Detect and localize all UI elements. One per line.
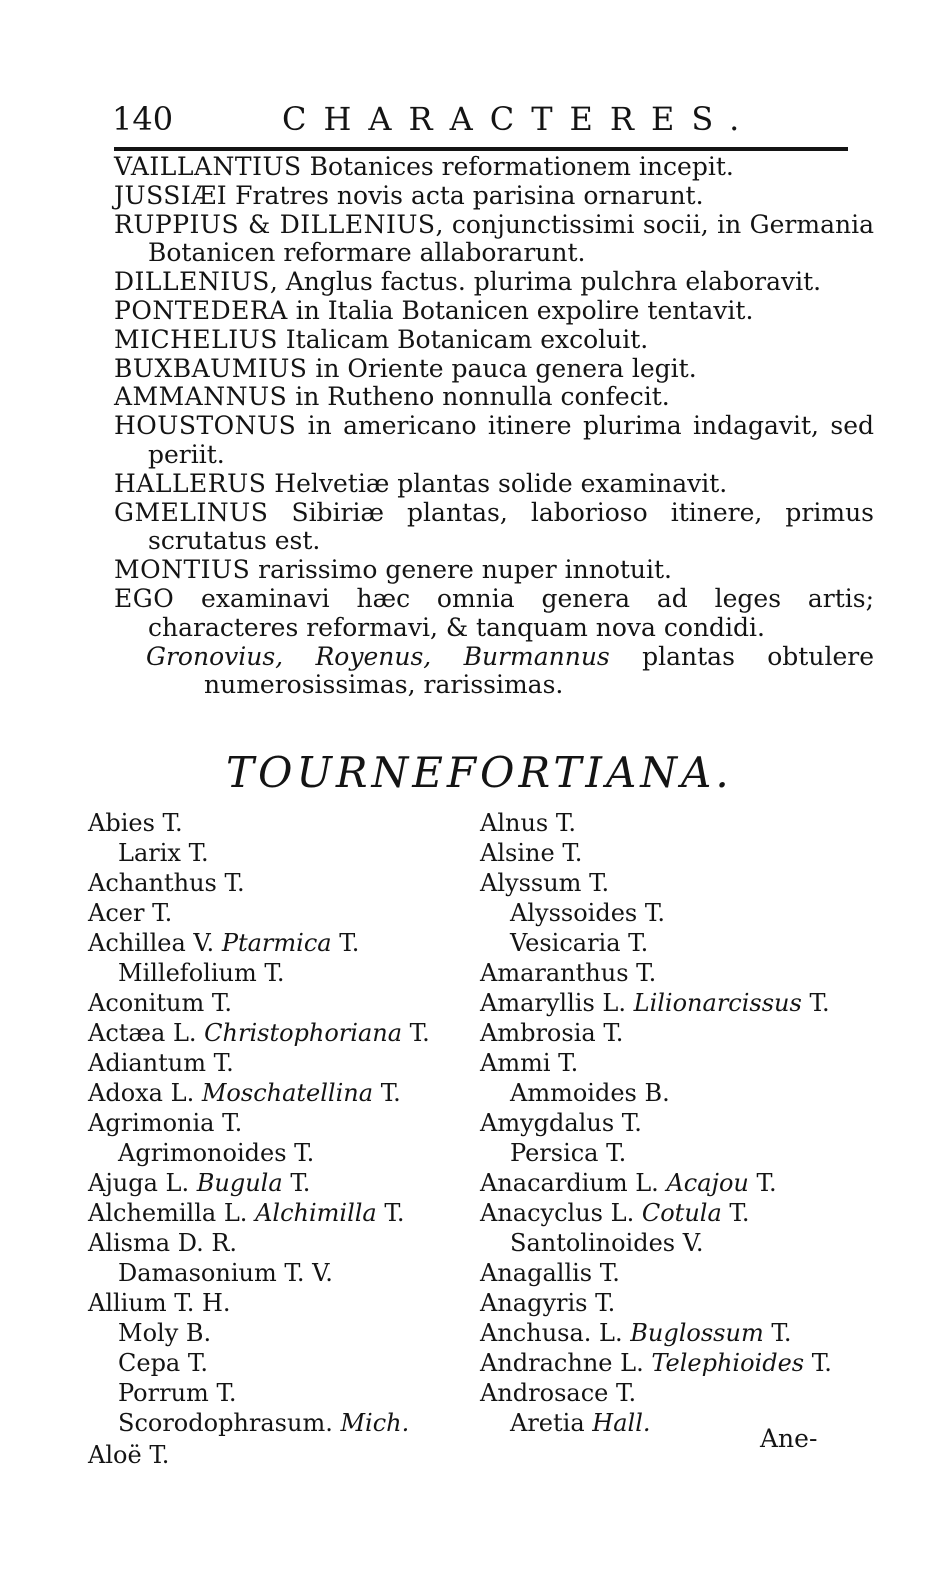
intro-paragraph-text: Fratres novis acta parisina ornarunt. (235, 180, 704, 210)
genus-synonym: Ptarmica (221, 929, 332, 957)
genus-name: Anacardium (480, 1169, 628, 1197)
genus-entry (480, 1258, 880, 1288)
genus-entry (88, 988, 508, 1018)
botanist-name: VAILLANTIUS (114, 152, 302, 181)
genus-authority: T. (149, 1441, 170, 1469)
genus-name: Allium (88, 1289, 167, 1317)
intro-paragraph (114, 326, 874, 355)
botanist-name: EGO (114, 583, 175, 613)
genus-authority: D. R. (177, 1229, 238, 1257)
intro-paragraph-text: Sibiriæ plantas, laborioso itinere, primus scrutatus est. (148, 497, 874, 556)
intro-paragraph (114, 412, 874, 470)
genus-authority: T. (603, 1019, 624, 1047)
intro-paragraph (114, 556, 874, 585)
genus-name: Porrum (118, 1379, 209, 1407)
genus-entry (88, 838, 508, 868)
genus-authority: L. (172, 1019, 197, 1047)
genus-authority: T. (636, 959, 657, 987)
intro-paragraph-text: in americano itinere plurima indagavit, sed periit. (148, 411, 875, 469)
botanist-name: BUXBAUMIUS (114, 353, 308, 383)
genus-name: Anacyclus (480, 1199, 603, 1227)
genus-name: Agrimonoides (118, 1139, 287, 1167)
genus-entry (480, 1108, 880, 1138)
genus-list-right (480, 808, 880, 1438)
genus-authority: T. H. (174, 1289, 231, 1317)
section-heading: TOURNEFORTIANA. (226, 748, 733, 797)
genus-authority: L. (223, 1199, 248, 1227)
genus-entry (480, 898, 880, 928)
genus-name: Aretia (510, 1409, 585, 1437)
genus-entry (88, 928, 508, 958)
intro-paragraph-text: in Rutheno nonnulla confecit. (295, 382, 670, 412)
genus-authority: T. (264, 959, 285, 987)
intro-paragraph-text: in Oriente pauca genera legit. (315, 353, 697, 383)
intro-paragraph-text: Italicam Botanicam excoluit. (285, 324, 649, 354)
botanist-names: Gronovius, Royenus, Burmannus (146, 641, 610, 671)
genus-name: Alsine (480, 839, 555, 867)
genus-authority: T. (162, 809, 183, 837)
genus-entry (480, 1348, 880, 1378)
genus-entry (480, 1078, 880, 1108)
genus-name: Anagyris (480, 1289, 588, 1317)
genus-entry (88, 1108, 508, 1138)
intro-paragraph (114, 297, 874, 326)
genus-name: Damasonium (118, 1259, 277, 1287)
genus-authority: T. (615, 1379, 637, 1407)
genus-authority: T. (224, 869, 245, 897)
genus-name: Anchusa. (480, 1319, 592, 1347)
genus-authority: T. (294, 1139, 315, 1167)
intro-paragraph-text: , Anglus factus. plurima pulchra elaboravit. (269, 267, 822, 297)
intro-paragraph (114, 355, 874, 384)
genus-name: Adiantum (88, 1049, 206, 1077)
genus-authority: T. (644, 899, 665, 927)
genus-name: Alchemilla (88, 1199, 217, 1227)
intro-paragraph (114, 182, 874, 211)
botanist-name: RUPPIUS & DILLENIUS (114, 209, 436, 239)
genus-authority: T. (628, 929, 649, 957)
genus-authority: T. V. (284, 1259, 333, 1287)
genus-authority: B. (644, 1079, 670, 1107)
genus-name: Amaryllis (480, 989, 595, 1017)
page-number: 140 (112, 100, 174, 138)
genus-name: Alyssoides (510, 899, 638, 927)
genus-entry (480, 1168, 880, 1198)
genus-authority: T. (211, 989, 232, 1017)
genus-entry (480, 1378, 880, 1408)
botanist-name: PONTEDERA (114, 295, 288, 325)
genus-name: Larix (118, 839, 181, 867)
synonym-authority: T. (811, 1349, 832, 1377)
genus-name: Alnus (480, 809, 549, 837)
botanist-name: HOUSTONUS (114, 411, 297, 441)
genus-entry (480, 988, 880, 1018)
botanist-name: DILLENIUS (114, 267, 270, 297)
genus-name: Abies (88, 809, 155, 837)
genus-list-left (88, 808, 508, 1470)
genus-entry (88, 1228, 508, 1258)
botanist-name: GMELINUS (114, 497, 269, 527)
intro-paragraph-text: Helvetiæ plantas solide examinavit. (274, 468, 728, 498)
botanist-name: HALLERUS (114, 468, 267, 498)
intro-paragraph (114, 211, 874, 269)
intro-paragraph-text: , conjunctissimi socii, in Germania Botanicen reformare allaborarunt. (148, 209, 874, 268)
genus-entry (88, 1078, 508, 1108)
genus-synonym: Mich. (340, 1409, 410, 1437)
genus-authority: L. (635, 1169, 659, 1197)
genus-name: Amygdalus (480, 1109, 615, 1137)
genus-name: Aconitum (88, 989, 205, 1017)
genus-entry (480, 1048, 880, 1078)
catchword: Ane- (760, 1424, 818, 1453)
intro-paragraph-text: in Italia Botanicen expolire tentavit. (295, 295, 754, 325)
intro-paragraph (114, 383, 874, 412)
genus-synonym: Christophoriana (204, 1019, 403, 1047)
genus-name: Cepa (118, 1349, 181, 1377)
genus-entry (88, 1288, 508, 1318)
genus-name: Acer (88, 899, 145, 927)
genus-authority: L. (602, 989, 626, 1017)
genus-entry (88, 1138, 508, 1168)
intro-note-text: plantas obtulere numerosissimas, rarissimas. (204, 641, 874, 700)
synonym-authority: T. (809, 989, 830, 1017)
genus-entry (88, 808, 508, 838)
genus-authority: V. (193, 929, 215, 957)
genus-authority: T. (187, 1349, 208, 1377)
botanist-name: AMMANNUS (114, 382, 288, 412)
genus-synonym: Moschatellina (201, 1079, 374, 1107)
genus-name: Agrimonia (88, 1109, 215, 1137)
genus-synonym: Buglossum (630, 1319, 764, 1347)
genus-name: Amaranthus (480, 959, 629, 987)
genus-entry (88, 868, 508, 898)
genus-name: Santolinoides (510, 1229, 676, 1257)
genus-name: Actæa (88, 1019, 166, 1047)
genus-name: Ammi (480, 1049, 551, 1077)
genus-entry (480, 1288, 880, 1318)
intro-paragraph-text: rarissimo genere nuper innotuit. (258, 555, 673, 585)
genus-name: Achillea (88, 929, 186, 957)
genus-entry (88, 958, 508, 988)
genus-name: Aloë (88, 1441, 142, 1469)
genus-entry (480, 838, 880, 868)
genus-authority: T. (216, 1379, 237, 1407)
genus-authority: L. (165, 1169, 190, 1197)
synonym-authority: T. (409, 1019, 430, 1047)
genus-entry (480, 808, 880, 838)
genus-synonym: Bugula (196, 1169, 283, 1197)
genus-authority: T. (599, 1259, 620, 1287)
genus-name: Ammoides (510, 1079, 637, 1107)
running-title: CHARACTERES. (282, 100, 757, 138)
genus-entry (88, 1440, 508, 1470)
genus-synonym: Telephioides (651, 1349, 805, 1377)
genus-entry (88, 1018, 508, 1048)
genus-name: Persica (510, 1139, 599, 1167)
genus-synonym: Cotula (641, 1199, 722, 1227)
genus-synonym: Hall. (592, 1409, 651, 1437)
genus-entry (88, 1408, 508, 1438)
genus-authority: T. (595, 1289, 616, 1317)
genus-name: Anagallis (480, 1259, 593, 1287)
genus-name: Ambrosia (480, 1019, 596, 1047)
synonym-authority: T. (384, 1199, 405, 1227)
intro-paragraph (114, 153, 874, 182)
genus-synonym: Acajou (666, 1169, 749, 1197)
genus-authority: T. (555, 809, 576, 837)
intro-text (114, 153, 874, 700)
genus-authority: T. (606, 1139, 627, 1167)
genus-synonym: Lilionarcissus (633, 989, 802, 1017)
genus-name: Alisma (88, 1229, 171, 1257)
genus-authority: T. (558, 1049, 579, 1077)
genus-authority: T. (188, 839, 209, 867)
genus-authority: V. (682, 1229, 704, 1257)
synonym-authority: T. (729, 1199, 750, 1227)
genus-entry (88, 1048, 508, 1078)
genus-authority: L. (170, 1079, 195, 1107)
genus-entry (88, 1198, 508, 1228)
genus-entry (88, 1348, 508, 1378)
intro-note (114, 643, 874, 701)
genus-authority: L. (599, 1319, 623, 1347)
genus-entry (480, 1408, 880, 1438)
synonym-authority: T. (771, 1319, 792, 1347)
genus-name: Vesicaria (510, 929, 621, 957)
genus-authority: T. (562, 839, 583, 867)
genus-synonym: Alchimilla (255, 1199, 377, 1227)
synonym-authority: T. (380, 1079, 401, 1107)
genus-name: Adoxa (88, 1079, 163, 1107)
genus-name: Andrachne (480, 1349, 613, 1377)
genus-entry (88, 898, 508, 928)
genus-authority: L. (620, 1349, 644, 1377)
intro-paragraph (114, 499, 874, 557)
botanist-name: MICHELIUS (114, 324, 278, 354)
genus-entry (480, 1018, 880, 1048)
genus-entry (480, 1198, 880, 1228)
genus-name: Ajuga (88, 1169, 158, 1197)
synonym-authority: T. (339, 929, 360, 957)
genus-name: Androsace (480, 1379, 609, 1407)
genus-entry (480, 958, 880, 988)
genus-name: Millefolium (118, 959, 257, 987)
genus-authority: B. (185, 1319, 212, 1347)
genus-entry (88, 1378, 508, 1408)
intro-paragraph (114, 585, 874, 643)
intro-paragraph (114, 470, 874, 499)
botanist-name: MONTIUS (114, 555, 251, 585)
genus-name: Scorodophrasum. (118, 1409, 333, 1437)
genus-entry (88, 1168, 508, 1198)
genus-entry (480, 1228, 880, 1258)
genus-authority: T. (222, 1109, 243, 1137)
genus-authority: T. (621, 1109, 642, 1137)
genus-authority: T. (152, 899, 173, 927)
genus-entry (480, 928, 880, 958)
intro-paragraph-text: Botanices reformationem incepit. (309, 152, 734, 181)
genus-entry (480, 1138, 880, 1168)
genus-entry (88, 1318, 508, 1348)
genus-authority: T. (589, 869, 610, 897)
genus-name: Moly (118, 1319, 179, 1347)
synonym-authority: T. (756, 1169, 777, 1197)
synonym-authority: T. (290, 1169, 311, 1197)
genus-entry (480, 868, 880, 898)
genus-name: Alyssum (480, 869, 582, 897)
botanist-name: JUSSIÆI (114, 180, 228, 210)
intro-paragraph-text: examinavi hæc omnia genera ad leges artis; characteres reformavi, & tanquam nova condidi. (148, 583, 874, 642)
genus-entry (88, 1258, 508, 1288)
genus-authority: L. (610, 1199, 635, 1227)
genus-entry (480, 1318, 880, 1348)
genus-name: Achanthus (88, 869, 217, 897)
intro-paragraph (114, 268, 874, 297)
header-rule (114, 147, 848, 151)
genus-authority: T. (213, 1049, 234, 1077)
